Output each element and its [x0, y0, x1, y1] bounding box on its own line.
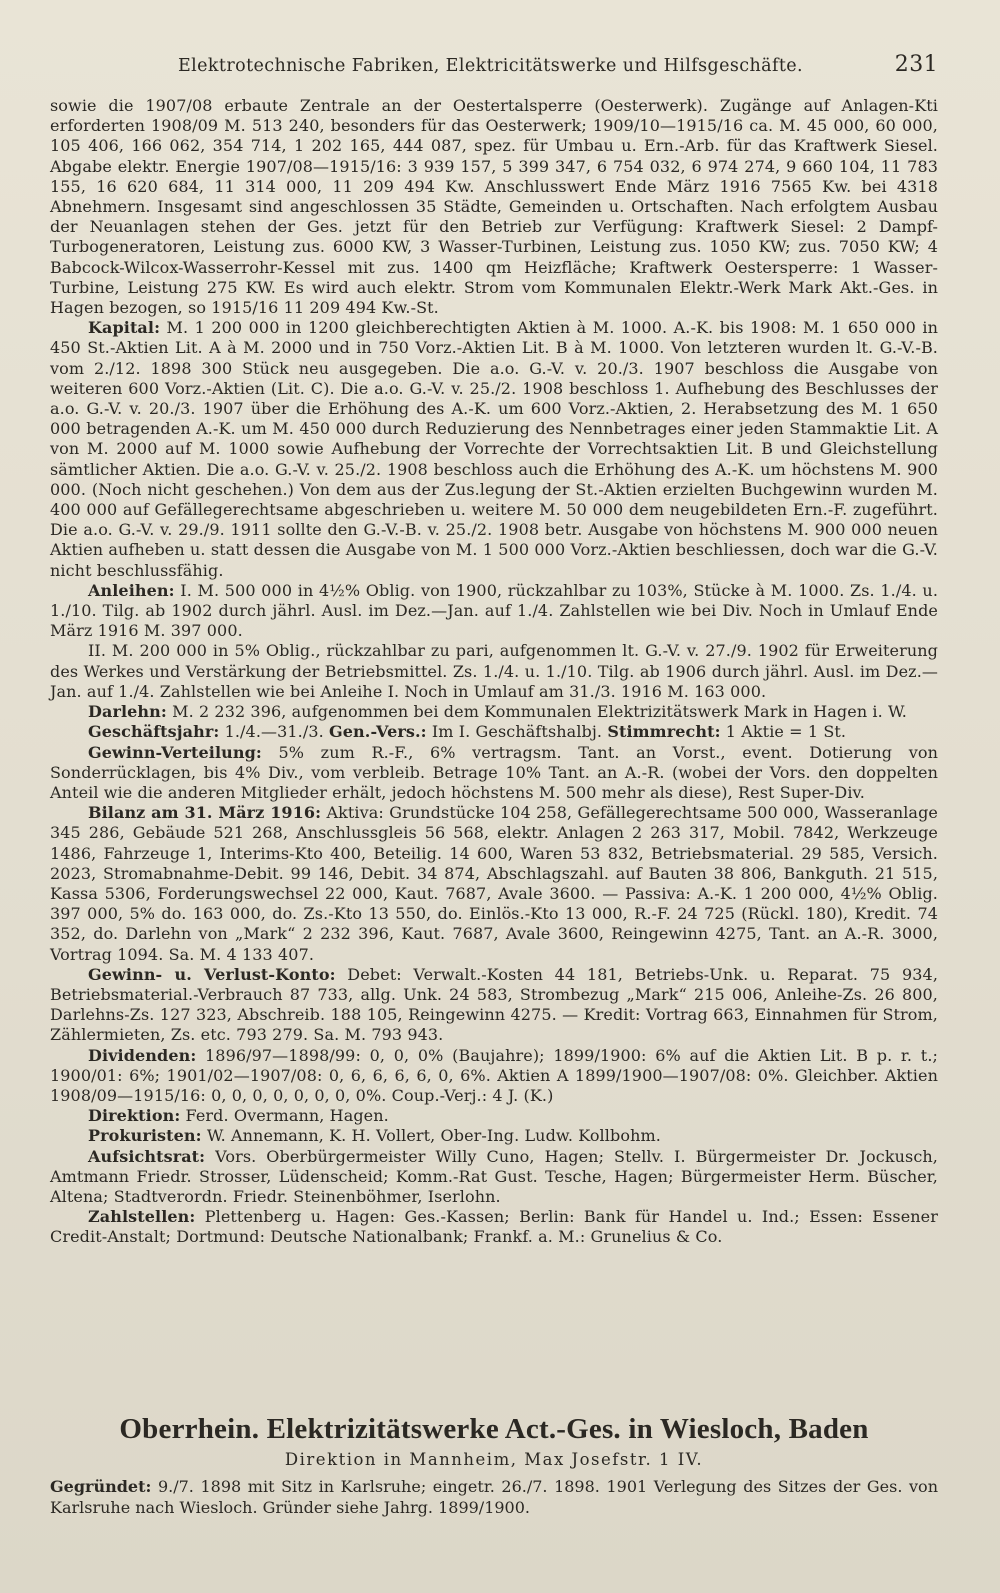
section-label: Gegründet:	[50, 1477, 152, 1496]
section-label: Stimmrecht:	[607, 722, 721, 742]
section-label: Aufsichtsrat:	[88, 1146, 206, 1166]
section-label: Zahlstellen:	[88, 1207, 196, 1227]
section-text: Debet: Verwalt.-Kosten 44 181, Betriebs-Unk. u. Reparat. 75 934, Betriebsmaterial.-Verbrauch 87 733, allg. Unk. 24 583, Strombezug „Mark“ 215 006, Anleihe-Zs. 26 800, Darlehns-Zs. 127 323, Abschreib. 188 105, Reingewinn 4275. — Kredit: Vortrag 663, Einnahmen für Strom, Zählermieten, Zs. etc. 793 279. Sa. M. 793 943.	[50, 964, 939, 1045]
section-bilanz	[50, 803, 938, 965]
section-label: Kapital:	[88, 318, 161, 338]
header-title: Elektrotechnische Fabriken, Elektricitätswerke und Hilfsgeschäfte.	[178, 56, 803, 76]
section-label: Bilanz am 31. März 1916:	[88, 803, 322, 823]
running-header	[48, 52, 938, 82]
company-name: Oberrhein. Elektrizitätswerke Act.-Ges. in Wiesloch, Baden	[119, 1413, 869, 1445]
intro-paragraph: sowie die 1907/08 erbaute Zentrale an der Oestertalsperre (Oesterwerk). Zugänge auf Anlagen-Kti erforderten 1908/09 M. 513 240, besonders für das Oesterwerk; 1909/10—1915/16 ca. M. 45 000, 60 000, 105 406, 166 062, 354 714, 1 202 165, 444 087, spez. für Umbau u. Ern.-Arb. für das Kraftwerk Siesel. Abgabe elektr. Energie 1907/08—1915/16: 3 939 157, 5 399 347, 6 754 032, 6 974 274, 9 660 104, 11 783 155, 16 620 684, 11 314 000, 11 209 494 Kw. Anschlusswert Ende März 1916 7565 Kw. bei 4318 Abnehmern. Insgesamt sind angeschlossen 35 Städte, Gemeinden u. Ortschaften. Nach erfolgtem Ausbau der Neuanlagen stehen der Ges. jetzt für den Betrieb zur Verfügung: Kraftwerk Siesel: 2 Dampf-Turbogeneratoren, Leistung zus. 6000 KW, 3 Wasser-Turbinen, Leistung zus. 1050 KW; zus. 7050 KW; 4 Babcock-Wilcox-Wasserrohr-Kessel mit zus. 1400 qm Heizfläche; Kraftwerk Oestersperre: 1 Wasser-Turbine, Leistung 275 KW. Es wird auch elektr. Strom vom Kommunalen Elektr.-Werk Mark Akt.-Ges. in Hagen bezogen, so 1915/16 11 209 494 Kw.-St.	[50, 96, 938, 318]
section-label: Prokuristen:	[88, 1126, 202, 1146]
section-text: 1 Aktie = 1 St.	[720, 722, 847, 742]
company-founded	[50, 1477, 938, 1518]
section-kapital	[50, 318, 938, 581]
section-direktion	[50, 1106, 938, 1126]
section-zahlstellen	[50, 1207, 938, 1247]
section-text: W. Annemann, K. H. Vollert, Ober-Ing. Ludw. Kollbohm.	[201, 1126, 661, 1146]
section-text: Im I. Geschäftshalbj.	[426, 722, 608, 742]
section-text: 1896/97—1898/99: 0, 0, 0% (Baujahre); 1899/1900: 6% auf die Aktien Lit. B p. r. t.; 1900/01: 6%; 1901/02—1907/08: 0, 6, 6, 6, 6, 0, 6%. Aktien A 1899/1900—1907/08: 0%. Gleichber. Aktien 1908/09—1915/16: 0, 0, 0, 0, 0, 0, 0, 0%. Coup.-Verj.: 4 J. (K.)	[50, 1045, 938, 1105]
section-aufsichtsrat	[50, 1147, 938, 1208]
section-label: Geschäftsjahr:	[88, 722, 220, 742]
page-number: 231	[894, 52, 938, 77]
section-gewinn-verlust	[50, 965, 938, 1046]
section-text: M. 1 200 000 in 1200 gleichberechtigten Aktien à M. 1000. A.-K. bis 1908: M. 1 650 000 in 450 St.-Aktien Lit. A à M. 2000 und in 750 Vorz.-Aktien Lit. B à M. 1000. Von letzteren wurden lt. G.-V.-B. vom 2./12. 1898 300 Stück neu ausgegeben. Die a.o. G.-V. v. 20./3. 1907 beschloss die Ausgabe von weiteren 600 Vorz.-Aktien (Lit. C). Die a.o. G.-V. v. 25./2. 1908 beschloss 1. Aufhebung des Beschlusses der a.o. G.-V. v. 20./3. 1907 über die Erhöhung des A.-K. um 600 Vorz.-Aktien, 2. Herabsetzung des M. 1 650 000 betragenden A.-K. um M. 450 000 durch Reduzierung des Nennbetrages einer jeden Stammaktie Lit. A von M. 2000 auf M. 1000 sowie Aufhebung der Vorrechte der Vorrechtsaktien Lit. B und Gleichstellung sämtlicher Aktien. Die a.o. G.-V. v. 25./2. 1908 beschloss auch die Erhöhung des A.-K. um höchstens M. 900 000. (Noch nicht geschehen.) Von dem aus der Zus.legung der St.-Aktien erzielten Buchgewinn wurden M. 400 000 auf Gefällegerechtsame abgeschrieben u. weitere M. 50 000 dem neugebildeten Ern.-F. zugeführt. Die a.o. G.-V. v. 29./9. 1911 sollte den G.-V.-B. v. 25./2. 1908 betr. Ausgabe von höchstens M. 900 000 neuen Aktien aufheben u. statt dessen die Ausgabe von M. 1 500 000 Vorz.-Aktien beschliessen, doch war die G.-V. nicht beschlussfähig.	[50, 318, 938, 580]
section-prokuristen	[50, 1126, 938, 1146]
section-text: Ferd. Overmann, Hagen.	[180, 1106, 389, 1126]
section-text: II. M. 200 000 in 5% Oblig., rückzahlbar zu pari, aufgenommen lt. G.-V. v. 27./9. 1902 für Erweiterung des Werkes und Verstärkung der Betriebsmittel. Zs. 1./4. u. 1./10. Tilg. ab 1906 durch jährl. Ausl. im Dez.—Jan. auf 1./4. Zahlstellen wie bei Anleihe I. Noch in Umlauf am 31./3. 1916 M. 163 000.	[50, 641, 938, 701]
section-text: Aktiva: Grundstücke 104 258, Gefällegerechtsame 500 000, Wasseranlage 345 286, Gebäude 521 268, Anschlussgleis 56 568, elektr. Anlagen 2 263 317, Mobil. 7842, Werkzeuge 1486, Fahrzeuge 1, Interims-Kto 400, Beteilig. 14 600, Waren 53 832, Betriebsmaterial. 29 585, Versich. 2023, Stromabnahme-Debit. 99 146, Debit. 34 874, Abschlagszahl. auf Bauten 38 806, Bankguth. 21 515, Kassa 5306, Forderungswechsel 22 000, Kaut. 7687, Avale 3600. — Passiva: A.-K. 1 200 000, 4½% Oblig. 397 000, 5% do. 163 000, do. Zs.-Kto 13 550, do. Einlös.-Kto 13 000, R.-F. 24 725 (Rückl. 180), Kredit. 74 352, do. Darlehn von „Mark“ 2 232 396, Kaut. 7687, Avale 3600, Reingewinn 4275, Tant. an A.-R. 3000, Vortrag 1094. Sa. M. 4 133 407.	[50, 803, 938, 964]
section-darlehn	[50, 702, 938, 722]
section-label: Anleihen:	[88, 580, 175, 600]
section-label: Gewinn-Verteilung:	[88, 742, 262, 762]
section-text: 9./7. 1898 mit Sitz in Karlsruhe; eingetr. 26./7. 1898. 1901 Verlegung des Sitzes der Ges. von Karlsruhe nach Wiesloch. Gründer siehe Jahrg. 1899/1900.	[50, 1477, 938, 1517]
section-gewinn-verteilung	[50, 743, 938, 804]
section-label: Dividenden:	[88, 1045, 197, 1065]
section-text: Vors. Oberbürgermeister Willy Cuno, Hagen; Stellv. I. Bürgermeister Dr. Jockusch, Amtmann Friedr. Strosser, Lüdenscheid; Komm.-Rat Gust. Tesche, Hagen; Bürgermeister Herm. Büscher, Altena; Stadtverordn. Friedr. Steinenböhmer, Iserlohn.	[50, 1146, 938, 1206]
section-text: 1./4.—31./3.	[219, 722, 330, 742]
section-text: 5% zum R.-F., 6% vertragsm. Tant. an Vorst., event. Dotierung von Sonderrücklagen, bis 4% Div., vom verbleib. Betrage 10% Tant. an A.-R. (wobei der Vors. den doppelten Anteil wie die anderen Mitglieder erhält, jedoch höchstens M. 500 mehr als diese), Rest Super-Div.	[50, 742, 938, 802]
section-geschaeftsjahr	[50, 722, 938, 742]
article-body	[50, 96, 938, 1248]
section-label: Gewinn- u. Verlust-Konto:	[88, 964, 336, 984]
section-label: Gen.-Vers.:	[329, 722, 427, 742]
company-direction: Direktion in Mannheim, Max Josefstr. 1 IV.	[284, 1450, 704, 1469]
section-text: I. M. 500 000 in 4½% Oblig. von 1900, rückzahlbar zu 103%, Stücke à M. 1000. Zs. 1./4. u. 1./10. Tilg. ab 1902 durch jährl. Ausl. im Dez.—Jan. auf 1./4. Zahlstellen wie bei Div. Noch in Umlauf Ende März 1916 M. 397 000.	[50, 580, 938, 641]
section-text: M. 2 232 396, aufgenommen bei dem Kommunalen Elektrizitätswerk Mark in Hagen i. W.	[166, 702, 907, 722]
section-anleihe-ii	[50, 641, 938, 702]
section-label: Direktion:	[88, 1106, 181, 1126]
section-text: Plettenberg u. Hagen: Ges.-Kassen; Berlin: Bank für Handel u. Ind.; Essen: Essener Credit-Anstalt; Dortmund: Deutsche Nationalbank; Frankf. a. M.: Grunelius & Co.	[50, 1207, 938, 1247]
section-anleihen	[50, 581, 938, 642]
company-entry	[50, 1413, 938, 1518]
section-dividenden	[50, 1046, 938, 1107]
section-label: Darlehn:	[88, 702, 167, 722]
